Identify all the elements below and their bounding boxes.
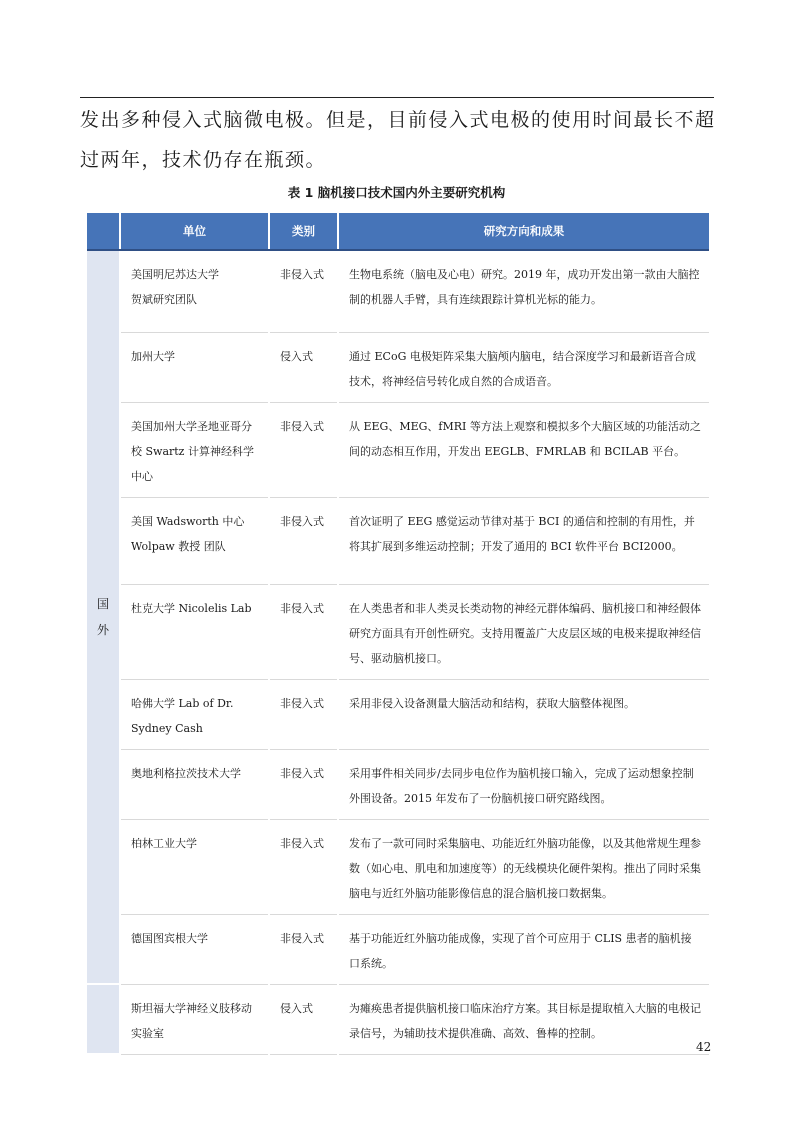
research-cell: 为瘫痪患者提供脑机接口临床治疗方案。其目标是提取植入大脑的电极记录信号，为辅助技术提供准确、高效、鲁棒的控制。	[338, 984, 709, 1054]
table-row	[87, 914, 709, 984]
type-cell: 非侵入式	[269, 584, 338, 679]
top-divider	[80, 97, 714, 98]
region-label: 国外	[96, 597, 109, 637]
region-cell-foreign	[87, 250, 120, 984]
unit-cell: 美国加州大学圣地亚哥分校 Swartz 计算神经科学中心	[120, 402, 269, 497]
research-cell: 从 EEG、MEG、fMRI 等方法上观察和模拟多个大脑区域的功能活动之间的动态相互作用，开发出 EEGLB、FMRLAB 和 BCILAB 平台。	[338, 402, 709, 497]
region-cell-empty	[87, 984, 120, 1054]
type-cell: 非侵入式	[269, 497, 338, 584]
unit-cell: 哈佛大学 Lab of Dr. Sydney Cash	[120, 679, 269, 749]
research-cell: 生物电系统（脑电及心电）研究。2019 年，成功开发出第一款由大脑控制的机器人手臂，具有连续跟踪计算机光标的能力。	[338, 250, 709, 332]
type-cell: 非侵入式	[269, 679, 338, 749]
table-row	[87, 250, 709, 332]
unit-cell: 斯坦福大学神经义肢移动实验室	[120, 984, 269, 1054]
table-row	[87, 332, 709, 402]
type-cell: 非侵入式	[269, 402, 338, 497]
type-cell: 非侵入式	[269, 250, 338, 332]
research-cell: 发布了一款可同时采集脑电、功能近红外脑功能像，以及其他常规生理参数（如心电、肌电和加速度等）的无线模块化硬件架构。推出了同时采集脑电与近红外脑功能影像信息的混合脑机接口数据集。	[338, 819, 709, 914]
page-number: 42	[696, 1040, 712, 1054]
research-cell: 在人类患者和非人类灵长类动物的神经元群体编码、脑机接口和神经假体研究方面具有开创性研究。支持用覆盖广大皮层区域的电极来提取神经信号、驱动脑机接口。	[338, 584, 709, 679]
table-row	[87, 679, 709, 749]
table-row	[87, 584, 709, 679]
research-cell: 采用事件相关同步/去同步电位作为脑机接口输入，完成了运动想象控制外围设备。2015 年发布了一份脑机接口研究路线图。	[338, 749, 709, 819]
header-unit: 单位	[120, 213, 269, 250]
unit-cell: 奥地利格拉茨技术大学	[120, 749, 269, 819]
header-type: 类别	[269, 213, 338, 250]
intro-paragraph: 发出多种侵入式脑微电极。但是，目前侵入式电极的使用时间最长不超过两年，技术仍存在瓶颈。	[80, 109, 716, 171]
type-cell: 非侵入式	[269, 749, 338, 819]
unit-cell: 德国图宾根大学	[120, 914, 269, 984]
research-cell: 首次证明了 EEG 感觉运动节律对基于 BCI 的通信和控制的有用性，并将其扩展到多维运动控制；开发了通用的 BCI 软件平台 BCI2000。	[338, 497, 709, 584]
type-cell: 非侵入式	[269, 914, 338, 984]
table-row	[87, 819, 709, 914]
table-caption: 表 1 脑机接口技术国内外主要研究机构	[287, 185, 506, 200]
table-header-row	[87, 213, 709, 250]
unit-cell: 柏林工业大学	[120, 819, 269, 914]
header-region	[87, 213, 120, 250]
table-row	[87, 497, 709, 584]
table-row	[87, 402, 709, 497]
header-research: 研究方向和成果	[338, 213, 709, 250]
type-cell: 侵入式	[269, 332, 338, 402]
research-institutions-table	[87, 213, 712, 1055]
table-row	[87, 749, 709, 819]
unit-cell: 美国 Wadsworth 中心 Wolpaw 教授 团队	[120, 497, 269, 584]
research-cell: 采用非侵入设备测量大脑活动和结构，获取大脑整体视图。	[338, 679, 709, 749]
research-cell: 基于功能近红外脑功能成像，实现了首个可应用于 CLIS 患者的脑机接口系统。	[338, 914, 709, 984]
type-cell: 非侵入式	[269, 819, 338, 914]
unit-cell: 杜克大学 Nicolelis Lab	[120, 584, 269, 679]
unit-cell: 加州大学	[120, 332, 269, 402]
type-cell: 侵入式	[269, 984, 338, 1054]
table-row	[87, 984, 709, 1054]
unit-cell: 美国明尼苏达大学 贺斌研究团队	[120, 250, 269, 332]
research-cell: 通过 ECoG 电极矩阵采集大脑颅内脑电，结合深度学习和最新语音合成技术，将神经信号转化成自然的合成语音。	[338, 332, 709, 402]
